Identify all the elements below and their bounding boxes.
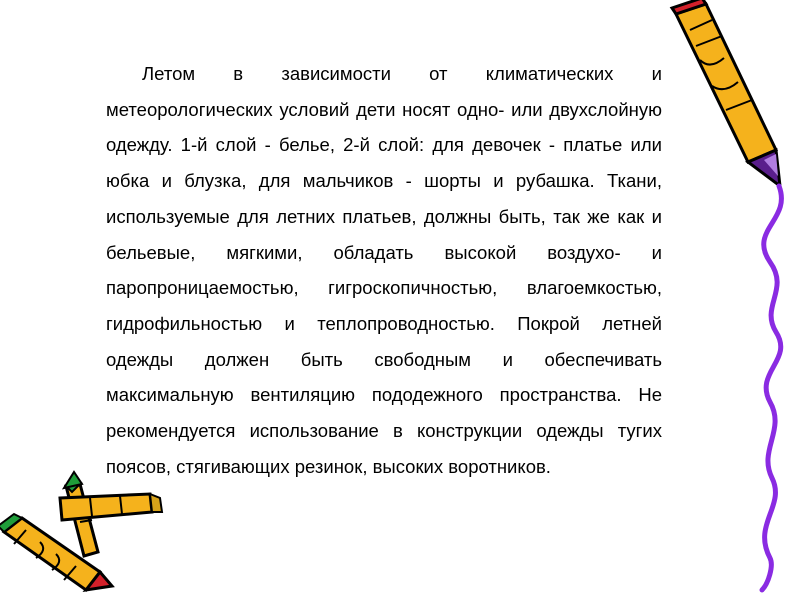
squiggle-line bbox=[762, 186, 781, 590]
pencil-top-right-body bbox=[672, 0, 780, 186]
pencil-bottom-left-red bbox=[0, 514, 112, 590]
pencil-bottom-left-horizontal bbox=[60, 494, 162, 520]
pencil-bottom-left-green bbox=[64, 472, 98, 556]
body-paragraph: Летом в зависимости от климатических и метеорологических условий дети носят одно- или двухслойную одежду. 1-й слой - белье, 2-й слой: для девочек - платье или юбка и блузка, для мальчиков - шорты и рубашка. Ткани, используемые для летних платьев, должны быть, так же как и бельевые, мягкими, обладать высокой воздухо- и паропроницаемостью, гигроскопичностью, влагоемкостью, гидрофильностью и теплопроводностью. Покрой летней одежды должен быть свободным и обеспечивать максимальную вентиляцию пододежного пространства. Не рекомендуется использование в конструкции одежды тугих поясов, стягивающих резинок, высоких воротников. bbox=[106, 63, 662, 477]
